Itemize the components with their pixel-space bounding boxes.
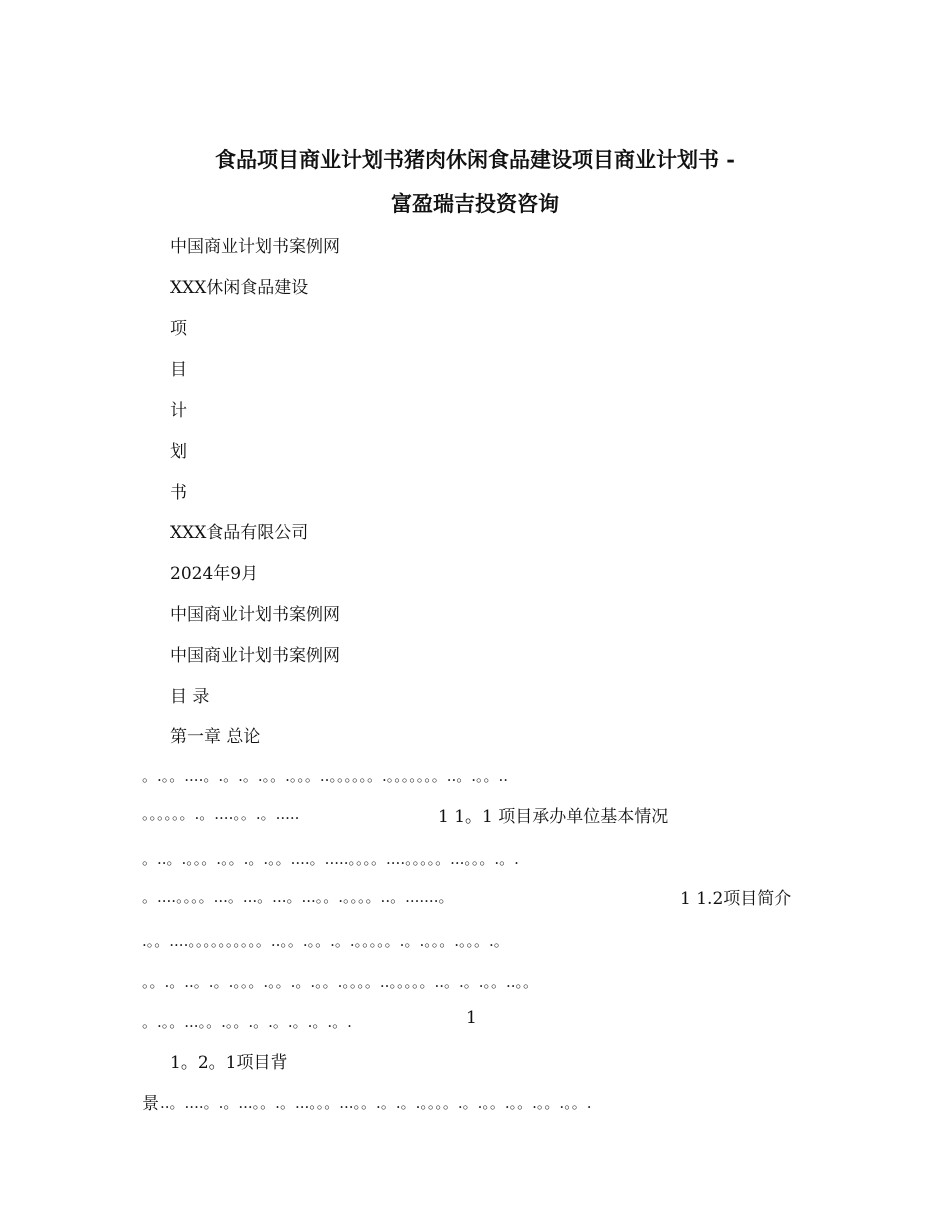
toc-entry-1-2-1[interactable]: 1。2。1项目背	[170, 1053, 288, 1073]
title-line-1: 食品项目商业计划书猪肉休闲食品建设项目商业计划书 -	[214, 147, 736, 172]
cover-line-char-4: 划	[170, 442, 187, 462]
toc-leader-dots: 。.。。....。.。.。.。。.。。。..。。。。。。.。。。。。。。..。.。。..	[142, 767, 509, 785]
cover-line-char-3: 计	[170, 401, 187, 421]
cover-line-website: 中国商业计划书案例网	[170, 237, 340, 257]
cover-line-project: XXX休闲食品建设	[170, 278, 309, 298]
toc-chapter-1: 第一章 总论	[170, 727, 261, 747]
toc-entry-1-2-1-tail: 景	[142, 1094, 159, 1114]
cover-line-char-2: 目	[170, 360, 187, 380]
toc-leader-dots: ..。....。.。...。。.。...。。。...。。.。.。.。。。。.。.。。.。。.。。.。。.	[160, 1094, 592, 1112]
cover-line-company: XXX食品有限公司	[170, 523, 309, 543]
cover-line-date: 2024年9月	[170, 564, 259, 584]
cover-line-website-3: 中国商业计划书案例网	[170, 646, 340, 666]
toc-leader-dots: 。....。。。。...。...。...。...。。.。。。。..。.......。	[142, 888, 454, 906]
toc-leader-dots: 。.。。...。。.。。.。.。.。.。.。.	[142, 1013, 352, 1031]
toc-entry-1-1[interactable]: 1 1。1 项目承办单位基本情况	[438, 807, 669, 827]
document-title	[140, 138, 810, 226]
toc-leader-dots: .。。....。。。。。。。。。。..。。.。。.。.。。。。。.。.。。。.。。。.。	[142, 932, 509, 950]
toc-heading: 目 录	[170, 687, 210, 707]
cover-line-website-2: 中国商业计划书案例网	[170, 605, 340, 625]
toc-leader-dots: 。..。.。。。.。。.。.。。....。.....。。。。....。。。。。...。。。.。.	[142, 850, 519, 868]
toc-entry-page[interactable]: 1	[466, 1008, 477, 1028]
cover-line-char-1: 项	[170, 319, 187, 339]
toc-leader-dots: 。。.。..。.。.。。。.。。.。.。。.。。。。..。。。。。..。.。.。。..。。	[142, 973, 539, 991]
toc-entry-1-2[interactable]: 1 1.2项目简介	[680, 889, 792, 909]
cover-line-char-5: 书	[170, 483, 187, 503]
title-line-2: 富盈瑞吉投资咨询	[391, 191, 559, 216]
toc-leader-dots: 。。。。。。.。....。。.。.....	[142, 805, 300, 823]
